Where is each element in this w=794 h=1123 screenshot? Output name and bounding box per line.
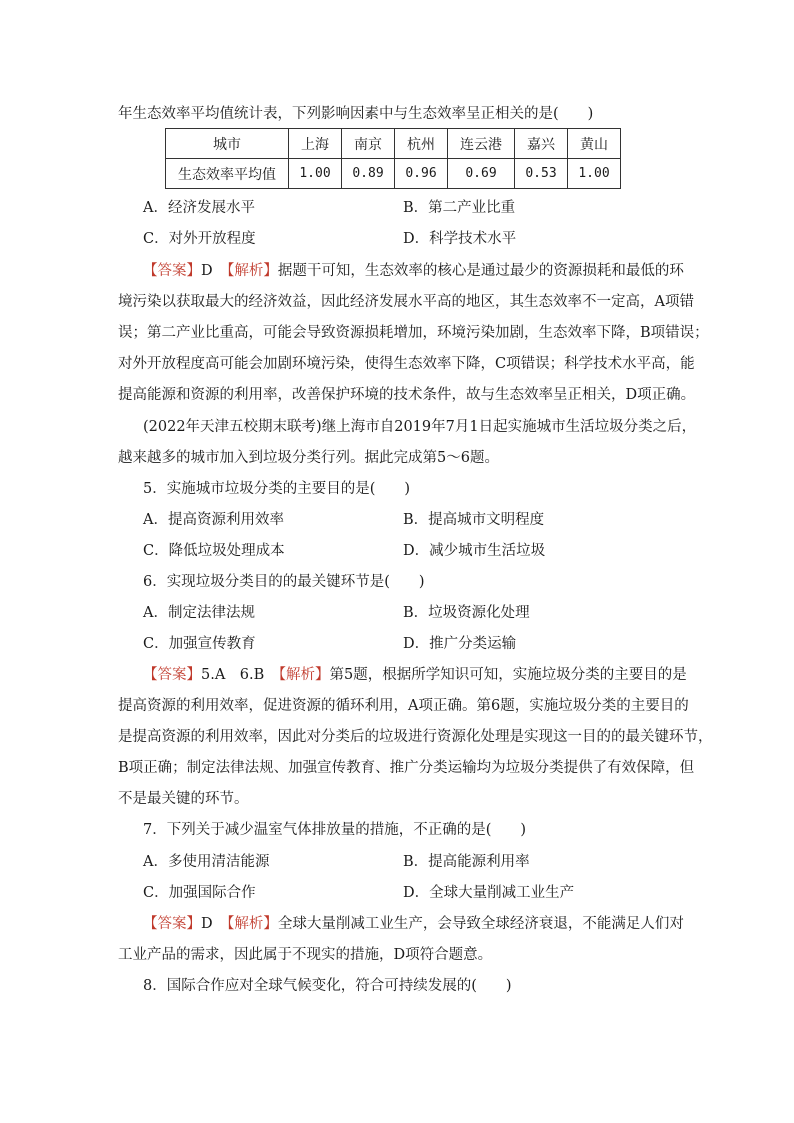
question-5-stem: 5．实施城市垃圾分类的主要目的是( )	[143, 481, 411, 497]
analysis-text: 据题干可知，生态效率的核心是通过最少的资源损耗和最低的环	[277, 263, 684, 279]
question-6-stem: 6．实现垃圾分类目的的最关键环节是( )	[143, 574, 425, 590]
table-cell: 连云港	[448, 129, 515, 159]
table-cell: 南京	[342, 129, 395, 159]
answer-56-line-1	[143, 665, 703, 685]
table-cell: 0.96	[395, 159, 448, 189]
answer-4-line-1	[143, 261, 703, 281]
eco-efficiency-table	[165, 128, 621, 189]
table-header-row	[166, 129, 621, 159]
table-cell: 黄山	[568, 129, 621, 159]
table-cell: 0.89	[342, 159, 395, 189]
analysis-tag: 【解析】	[227, 916, 278, 932]
answer-56-line: 提高资源的利用效率，促进资源的循环利用，A项正确。第6题，实施垃圾分类的主要目的	[118, 698, 689, 714]
q4-option-d: D．科学技术水平	[403, 231, 517, 247]
answer-tag: 【答案】	[143, 667, 201, 683]
answer-4-line: 境污染以获取最大的经济效益，因此经济发展水平高的地区，其生态效率不一定高，A项错	[118, 294, 694, 310]
table-cell: 1.00	[289, 159, 342, 189]
passage-line-2: 越来越多的城市加入到垃圾分类行列。据此完成第5～6题。	[118, 450, 499, 466]
table-cell: 城市	[166, 129, 289, 159]
analysis-text: 全球大量削减工业生产，会导致全球经济衰退，不能满足人们对	[277, 916, 684, 932]
answer-56-line: 不是最关键的环节。	[118, 791, 249, 807]
question-7-stem: 7．下列关于减少温室气体排放量的措施，不正确的是( )	[143, 822, 527, 838]
question-8-stem: 8．国际合作应对全球气候变化，符合可持续发展的( )	[143, 978, 512, 994]
q5-option-d: D．减少城市生活垃圾	[403, 543, 546, 559]
answer-56-line: B项正确；制定法律法规、加强宣传教育、推广分类运输均为垃圾分类提供了有效保障，但	[118, 760, 695, 776]
q5-option-a: A．提高资源利用效率	[143, 512, 284, 528]
table-cell: 1.00	[568, 159, 621, 189]
passage-line-1: (2022年天津五校期末联考)继上海市自2019年7月1日起实施城市生活垃圾分类之后，	[143, 419, 697, 435]
table-cell: 0.53	[515, 159, 568, 189]
table-cell: 杭州	[395, 129, 448, 159]
q6-option-d: D．推广分类运输	[403, 636, 517, 652]
q7-option-d: D．全球大量削减工业生产	[403, 885, 575, 901]
answer-56-line: 是提高资源的利用效率，因此对分类后的垃圾进行资源化处理是实现这一目的的最关键环节，	[118, 729, 713, 745]
answer-4-line: 提高能源和资源的利用率，改善保护环境的技术条件，故与生态效率呈正相关，D项正确。	[118, 387, 696, 403]
table-cell: 0.69	[448, 159, 515, 189]
analysis-text: 第5题，根据所学知识可知，实施垃圾分类的主要目的是	[329, 667, 687, 683]
q6-option-a: A．制定法律法规	[143, 605, 255, 621]
answer-value: D	[201, 263, 228, 279]
q6-option-b: B．垃圾资源化处理	[403, 605, 530, 621]
answer-value: 5.A 6.B	[201, 667, 279, 683]
table-row	[166, 159, 621, 189]
table-cell: 生态效率平均值	[166, 159, 289, 189]
answer-value: D	[201, 916, 228, 932]
q7-option-b: B．提高能源利用率	[403, 854, 530, 870]
q5-option-c: C．降低垃圾处理成本	[143, 543, 285, 559]
answer-7-line-1	[143, 914, 703, 934]
q7-option-a: A．多使用清洁能源	[143, 854, 270, 870]
answer-4-line: 对外开放程度高可能会加剧环境污染，使得生态效率下降，C项错误；科学技术水平高，能	[118, 356, 695, 372]
answer-7-line: 工业产品的需求，因此属于不现实的措施，D项符合题意。	[118, 947, 493, 963]
analysis-tag: 【解析】	[227, 263, 278, 279]
q4-option-a: A．经济发展水平	[143, 200, 255, 216]
q6-option-c: C．加强宣传教育	[143, 636, 256, 652]
q7-option-c: C．加强国际合作	[143, 885, 256, 901]
answer-tag: 【答案】	[143, 263, 201, 279]
table-cell: 嘉兴	[515, 129, 568, 159]
analysis-tag: 【解析】	[278, 667, 330, 683]
answer-tag: 【答案】	[143, 916, 201, 932]
q4-option-c: C．对外开放程度	[143, 231, 256, 247]
table-cell: 上海	[289, 129, 342, 159]
q4-option-b: B．第二产业比重	[403, 200, 516, 216]
answer-4-line: 误；第二产业比重高，可能会导致资源损耗增加，环境污染加剧，生态效率下降，B项错误；	[118, 325, 709, 341]
question-4-intro: 年生态效率平均值统计表，下列影响因素中与生态效率呈正相关的是( )	[118, 106, 594, 122]
q5-option-b: B．提高城市文明程度	[403, 512, 545, 528]
